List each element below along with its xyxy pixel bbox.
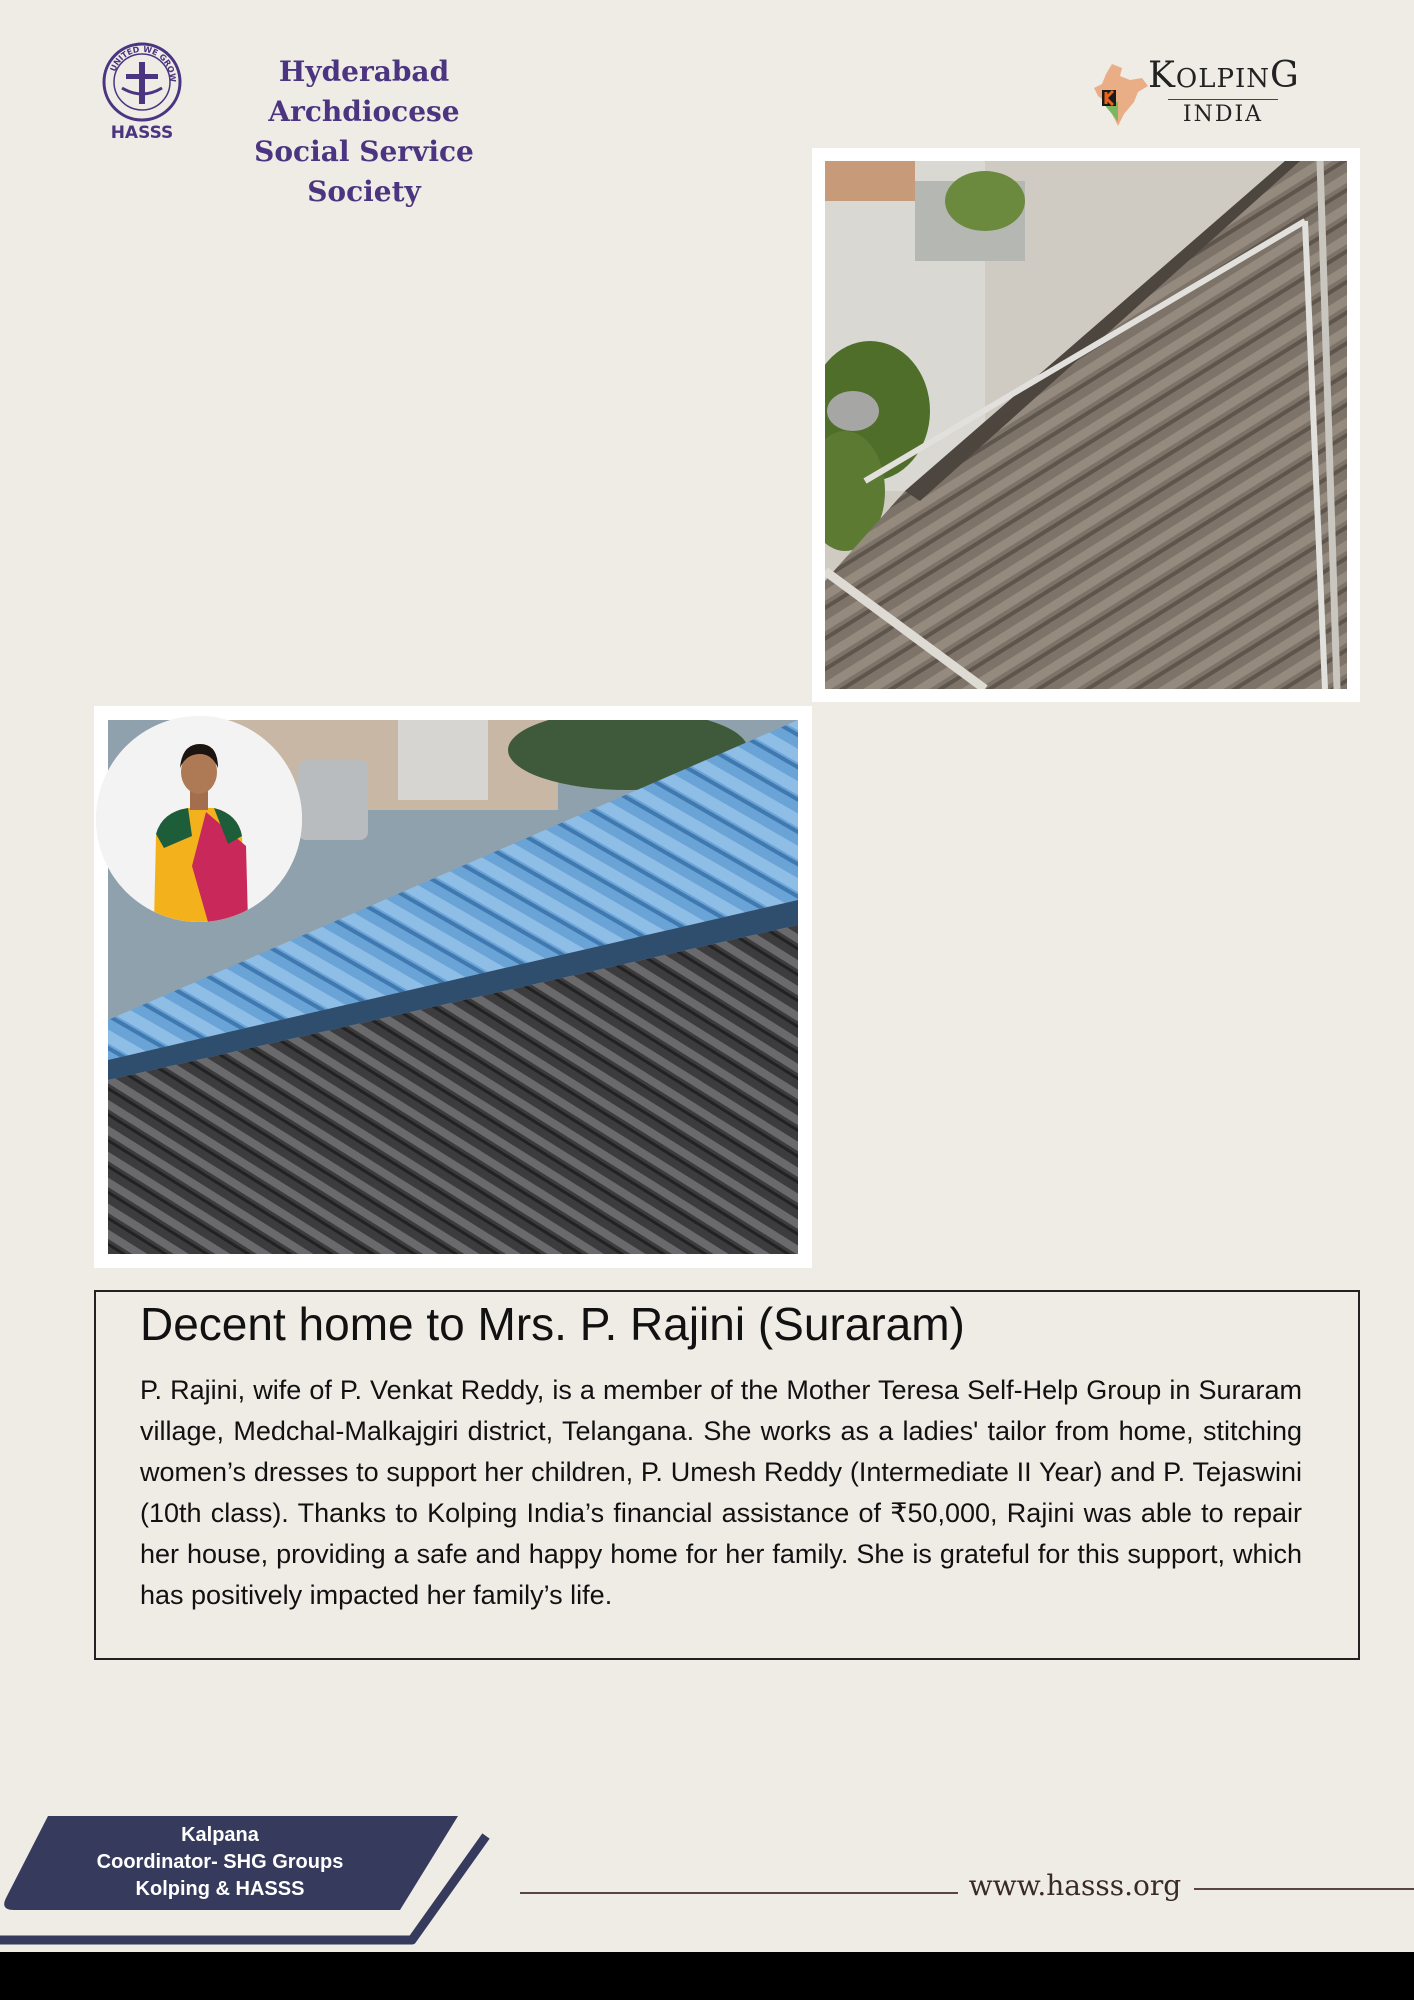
footer-divider-right (1194, 1888, 1414, 1890)
credit-role: Coordinator- SHG Groups (96, 1851, 344, 1873)
logo-acronym: HASSS (110, 123, 174, 142)
credit-org: Kolping & HASSS (135, 1878, 305, 1900)
organization-name-line1: Hyderabad Archdiocese (268, 55, 460, 128)
credit-name: Kalpana (181, 1824, 259, 1846)
kolping-subtitle: INDIA (1182, 102, 1264, 127)
bottom-bar (0, 1952, 1414, 2000)
beneficiary-portrait (96, 716, 302, 922)
organization-name (194, 52, 534, 212)
kolping-wordmark: KOLPING (1148, 55, 1300, 96)
footer-credit (60, 1822, 380, 1903)
website-link[interactable]: www.hasss.org (968, 1869, 1182, 1902)
india-map-icon (1090, 62, 1152, 128)
story-body: P. Rajini, wife of P. Venkat Reddy, is a member of the Mother Teresa Self-Help Group in Suraram village, Medchal-Malkajgiri district, Telangana. She works as a ladies' tailor from home, stitching women’s dresses to support her children, P. Umesh Reddy (Intermediate II Year) and P. Tejaswini (10th class). Thanks to Kolping India’s financial assistance of ₹50,000, Rajini was able to repair her house, providing a safe and happy home for her family. She is grateful for this support, which has positively impacted her family’s life. (140, 1375, 1302, 1610)
story-title: Decent home to Mrs. P. Rajini (Suraram) (140, 1298, 965, 1350)
organization-name-line2: Social Service Society (254, 135, 474, 208)
hasss-logo (100, 42, 184, 142)
kolping-india-logo (1148, 56, 1298, 130)
before-roof-photo (812, 148, 1360, 702)
logo-arc-text: UNITED WE GROW (108, 44, 178, 83)
footer-divider-left (520, 1892, 958, 1894)
